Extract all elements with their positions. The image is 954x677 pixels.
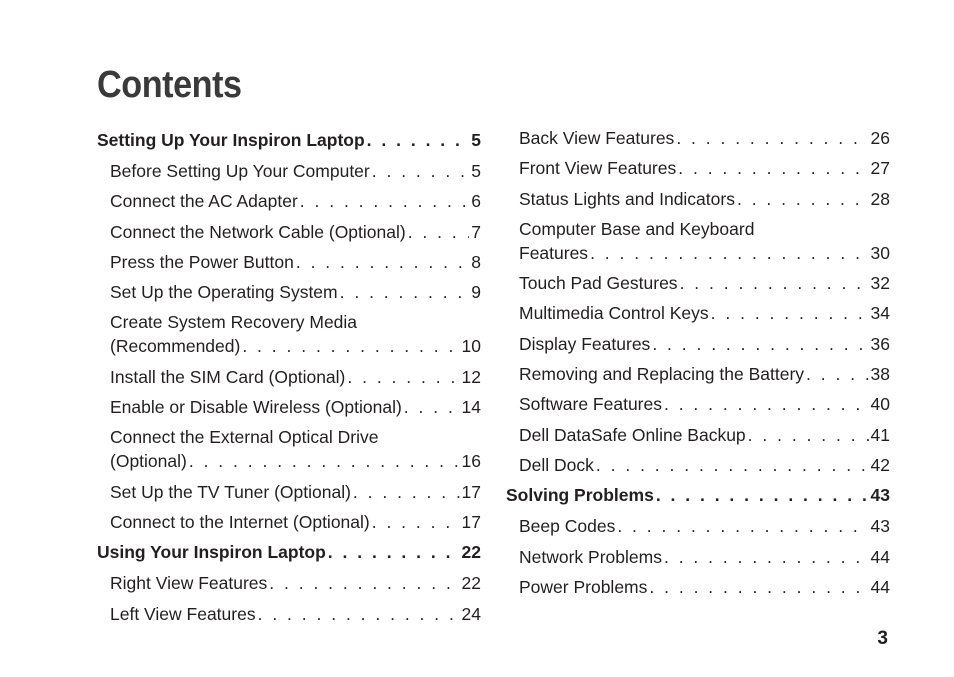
leader-dots: [664, 392, 869, 416]
toc-entry-page: 5: [471, 130, 481, 150]
toc-section-entry[interactable]: [506, 483, 890, 507]
toc-entry[interactable]: [97, 189, 481, 213]
toc-entry-page: 38: [870, 364, 890, 385]
toc-entry[interactable]: [506, 156, 890, 180]
toc-entry[interactable]: [506, 423, 890, 447]
leader-dots: [328, 540, 460, 564]
toc-entry-page: 9: [471, 282, 481, 303]
toc-entry-page: 14: [461, 397, 481, 418]
toc-entry-page: 27: [870, 158, 890, 179]
leader-dots: [372, 510, 460, 534]
leader-dots: [649, 575, 868, 599]
leader-dots: [367, 128, 470, 152]
toc-entry-label: Set Up the TV Tuner (Optional): [110, 481, 351, 502]
toc-entry[interactable]: [97, 510, 481, 534]
toc-entry-label: Set Up the Operating System: [110, 282, 338, 303]
toc-entry-page: 26: [870, 128, 890, 148]
toc-entry-label: Touch Pad Gestures: [519, 273, 678, 294]
toc-entry-label: Beep Codes: [519, 516, 616, 537]
toc-entry[interactable]: [97, 250, 481, 274]
toc-column-right: [506, 126, 890, 605]
toc-entry-label: Dell DataSafe Online Backup: [519, 424, 746, 445]
toc-entry-page: 12: [461, 366, 481, 387]
leader-dots: [269, 571, 459, 595]
toc-entry[interactable]: [97, 159, 481, 183]
leader-dots: [664, 545, 869, 569]
leader-dots: [408, 220, 470, 244]
toc-entry[interactable]: [506, 126, 890, 150]
toc-entry-page: 22: [461, 573, 481, 594]
toc-entry-label: Connect the AC Adapter: [110, 191, 298, 212]
toc-entry-page: 24: [461, 603, 481, 624]
toc-entry[interactable]: [506, 362, 890, 386]
toc-entry[interactable]: [97, 220, 481, 244]
toc-entry-page: 28: [870, 188, 890, 209]
toc-entry-label-line1: Connect the External Optical Drive: [110, 427, 379, 448]
toc-entry-label-line1: Computer Base and Keyboard: [519, 218, 755, 239]
page-number: 3: [877, 628, 888, 649]
leader-dots: [372, 159, 470, 183]
leader-dots: [347, 365, 459, 389]
leader-dots: [258, 602, 460, 626]
toc-entry-page: 6: [471, 191, 481, 212]
toc-entry-label: Network Problems: [519, 546, 662, 567]
toc-entry-page: 43: [870, 485, 890, 506]
toc-section-entry[interactable]: [97, 540, 481, 564]
toc-entry-label: Right View Features: [110, 573, 268, 594]
leader-dots: [353, 480, 460, 504]
leader-dots: [680, 271, 869, 295]
toc-entry-label: Solving Problems: [506, 485, 654, 506]
toc-entry-label: Before Setting Up Your Computer: [110, 161, 370, 181]
leader-dots: [590, 241, 868, 265]
toc-column-left: [97, 126, 481, 632]
toc-entry[interactable]: [97, 310, 481, 358]
toc-entry-label: (Optional): [110, 451, 187, 472]
leader-dots: [711, 301, 869, 325]
toc-entry-label: Press the Power Button: [110, 251, 294, 272]
toc-entry-page: 41: [870, 424, 890, 445]
leader-dots: [617, 514, 868, 538]
toc-entry-page: 42: [870, 454, 890, 475]
toc-entry-label: Software Features: [519, 394, 662, 415]
toc-entry-page: 40: [870, 394, 890, 415]
toc-entry-page: 16: [461, 451, 481, 472]
toc-entry-page: 44: [870, 576, 890, 597]
leader-dots: [404, 395, 460, 419]
toc-entry-label: Multimedia Control Keys: [519, 303, 709, 324]
toc-entry-page: 5: [471, 161, 481, 181]
leader-dots: [296, 250, 469, 274]
toc-entry-label: (Recommended): [110, 336, 241, 357]
toc-entry-label: Power Problems: [519, 576, 648, 597]
toc-entry[interactable]: [506, 332, 890, 356]
toc-entry-page: 17: [461, 511, 481, 532]
toc-entry[interactable]: [506, 217, 890, 265]
toc-entry-page: 7: [471, 221, 481, 242]
leader-dots: [748, 423, 869, 447]
toc-entry[interactable]: [506, 453, 890, 477]
leader-dots: [652, 332, 868, 356]
toc-entry-label: Front View Features: [519, 158, 677, 179]
leader-dots: [300, 189, 469, 213]
toc-entry[interactable]: [97, 425, 481, 473]
toc-entry-page: 10: [461, 336, 481, 357]
toc-entry-label: Install the SIM Card (Optional): [110, 366, 346, 387]
toc-entry[interactable]: [506, 187, 890, 211]
toc-entry-page: 30: [870, 242, 890, 263]
leader-dots: [340, 280, 470, 304]
toc-entry-label: Display Features: [519, 333, 651, 354]
leader-dots: [806, 362, 869, 386]
toc-entry[interactable]: [506, 545, 890, 569]
toc-entry[interactable]: [506, 392, 890, 416]
toc-entry[interactable]: [97, 280, 481, 304]
toc-entry-page: 8: [471, 251, 481, 272]
toc-entry-label-line1: Create System Recovery Media: [110, 312, 358, 333]
toc-entry[interactable]: [97, 365, 481, 389]
leader-dots: [656, 483, 869, 507]
leader-dots: [189, 449, 460, 473]
toc-entry-label: Connect to the Internet (Optional): [110, 511, 370, 532]
toc-entry-page: 36: [870, 333, 890, 354]
toc-entry[interactable]: [506, 575, 890, 599]
leader-dots: [678, 156, 868, 180]
page-title: Contents: [97, 64, 242, 106]
toc-entry-label: Enable or Disable Wireless (Optional): [110, 397, 402, 418]
toc-entry-page: 43: [870, 516, 890, 537]
toc-entry[interactable]: [506, 271, 890, 295]
toc-entry[interactable]: [97, 571, 481, 595]
leader-dots: [737, 187, 869, 211]
toc-entry-label: Status Lights and Indicators: [519, 188, 735, 209]
leader-dots: [242, 334, 459, 358]
toc-entry-page: 44: [870, 546, 890, 567]
toc-entry-label: Removing and Replacing the Battery: [519, 364, 805, 385]
toc-entry[interactable]: [506, 301, 890, 325]
toc-entry[interactable]: [97, 395, 481, 419]
toc-entry-page: 34: [870, 303, 890, 324]
toc-entry[interactable]: [97, 480, 481, 504]
toc-entry-page: 22: [461, 542, 481, 563]
toc-entry-label: Setting Up Your Inspiron Laptop: [97, 130, 365, 150]
leader-dots: [676, 126, 868, 150]
toc-entry[interactable]: [506, 514, 890, 538]
toc-entry-label: Dell Dock: [519, 454, 594, 475]
toc-entry-page: 17: [461, 481, 481, 502]
toc-entry-label: Left View Features: [110, 603, 256, 624]
toc-entry[interactable]: [97, 602, 481, 626]
leader-dots: [596, 453, 869, 477]
toc-entry-label: Back View Features: [519, 128, 675, 148]
toc-entry-page: 32: [870, 273, 890, 294]
toc-entry-label: Features: [519, 242, 589, 263]
toc-entry-label: Using Your Inspiron Laptop: [97, 542, 326, 563]
toc-section-entry[interactable]: [97, 128, 481, 152]
toc-entry-label: Connect the Network Cable (Optional): [110, 221, 406, 242]
